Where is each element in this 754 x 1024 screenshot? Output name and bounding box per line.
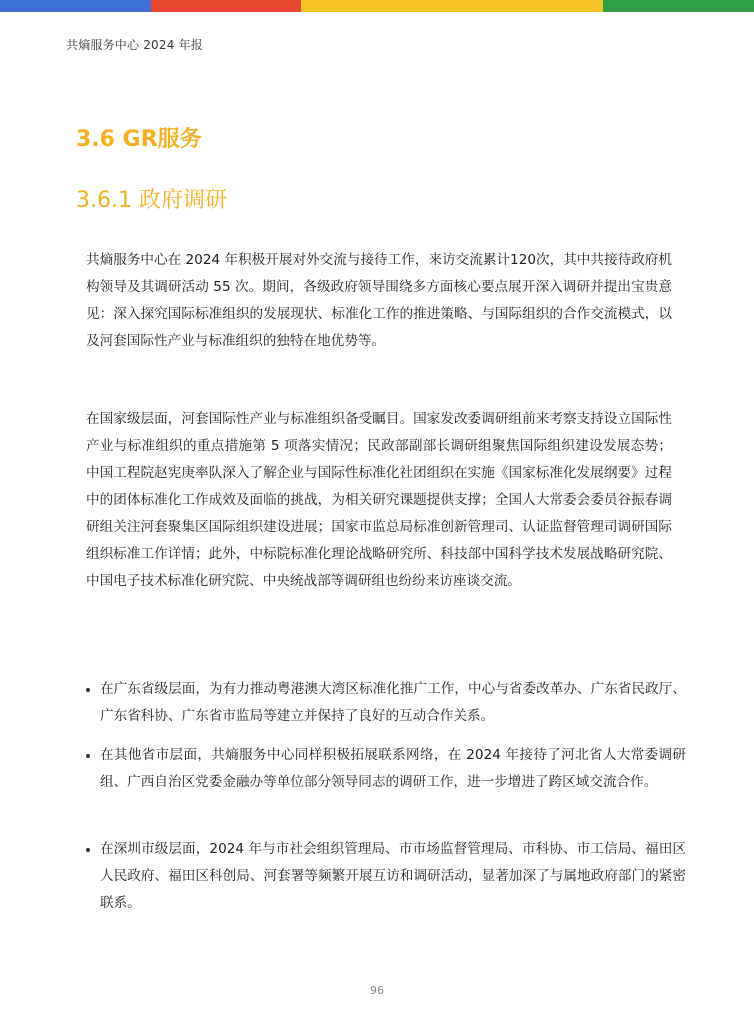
bullet-list xyxy=(86,742,686,796)
bullet-list xyxy=(86,676,686,730)
intro-paragraph: 共熵服务中心在 2024 年积极开展对外交流与接待工作，来访交流累计120次，其中共接待政府机构领导及其调研活动 55 次。期间，各级政府领导围绕多方面核心要点展开深入调研并提出宝贵意见：深入探究国际标准组织的发展现状、标准化工作的推进策略、与国际组织的合作交流模式，以及河套国际性产业与标准组织的独特在地优势等。 xyxy=(86,252,672,349)
national-level-paragraph: 在国家级层面，河套国际性产业与标准组织备受瞩目。国家发改委调研组前来考察支持设立国际性产业与标准组织的重点措施第 5 项落实情况；民政部副部长调研组聚焦国际组织建设发展态势；中国工程院赵宪庚率队深入了解企业与国际性标准化社团组织在实施《国家标准化发展纲要》过程中的团体标准化工作成效及面临的挑战，为相关研究课题提供支撑；全国人大常委会委员谷振春调研组关注河套聚集区国际组织建设进展；国家市监总局标准创新管理司、认证监督管理司调研国际组织标准工作详情；此外，中标院标准化理论战略研究所、科技部中国科学技术发展战略研究院、中国电子技术标准化研究院、中央统战部等调研组也纷纷来访座谈交流。 xyxy=(86,411,672,589)
section-title: 3.6 GR服务 xyxy=(76,127,202,152)
bullet-dot-icon xyxy=(86,754,90,758)
bullet-item-other-provinces xyxy=(86,742,686,796)
page-number: 96 xyxy=(370,984,384,997)
running-header: 共熵服务中心 2024 年报 xyxy=(66,38,203,52)
color-bar-green-segment xyxy=(603,0,754,12)
bullet-text: 在其他省市层面，共熵服务中心同样积极拓展联系网络，在 2024 年接待了河北省人大常委调研组、广西自治区党委金融办等单位部分领导同志的调研工作，进一步增进了跨区域交流合作。 xyxy=(100,747,686,790)
color-bar-red-segment xyxy=(151,0,301,12)
bullet-item-guangdong xyxy=(86,676,686,730)
bullet-dot-icon xyxy=(86,848,90,852)
bullet-item-shenzhen xyxy=(86,836,686,917)
bullet-text: 在深圳市级层面，2024 年与市社会组织管理局、市市场监督管理局、市科协、市工信局、福田区人民政府、福田区科创局、河套署等频繁开展互访和调研活动，显著加深了与属地政府部门的紧密联系。 xyxy=(100,841,686,911)
color-bar-blue-segment xyxy=(0,0,151,12)
bullet-list xyxy=(86,836,686,917)
bullet-dot-icon xyxy=(86,688,90,692)
top-color-bar xyxy=(0,0,754,12)
bullet-text: 在广东省级层面，为有力推动粤港澳大湾区标准化推广工作，中心与省委改革办、广东省民政厅、广东省科协、广东省市监局等建立并保持了良好的互动合作关系。 xyxy=(100,681,686,724)
color-bar-yellow-segment xyxy=(301,0,603,12)
subsection-title: 3.6.1 政府调研 xyxy=(76,188,227,213)
